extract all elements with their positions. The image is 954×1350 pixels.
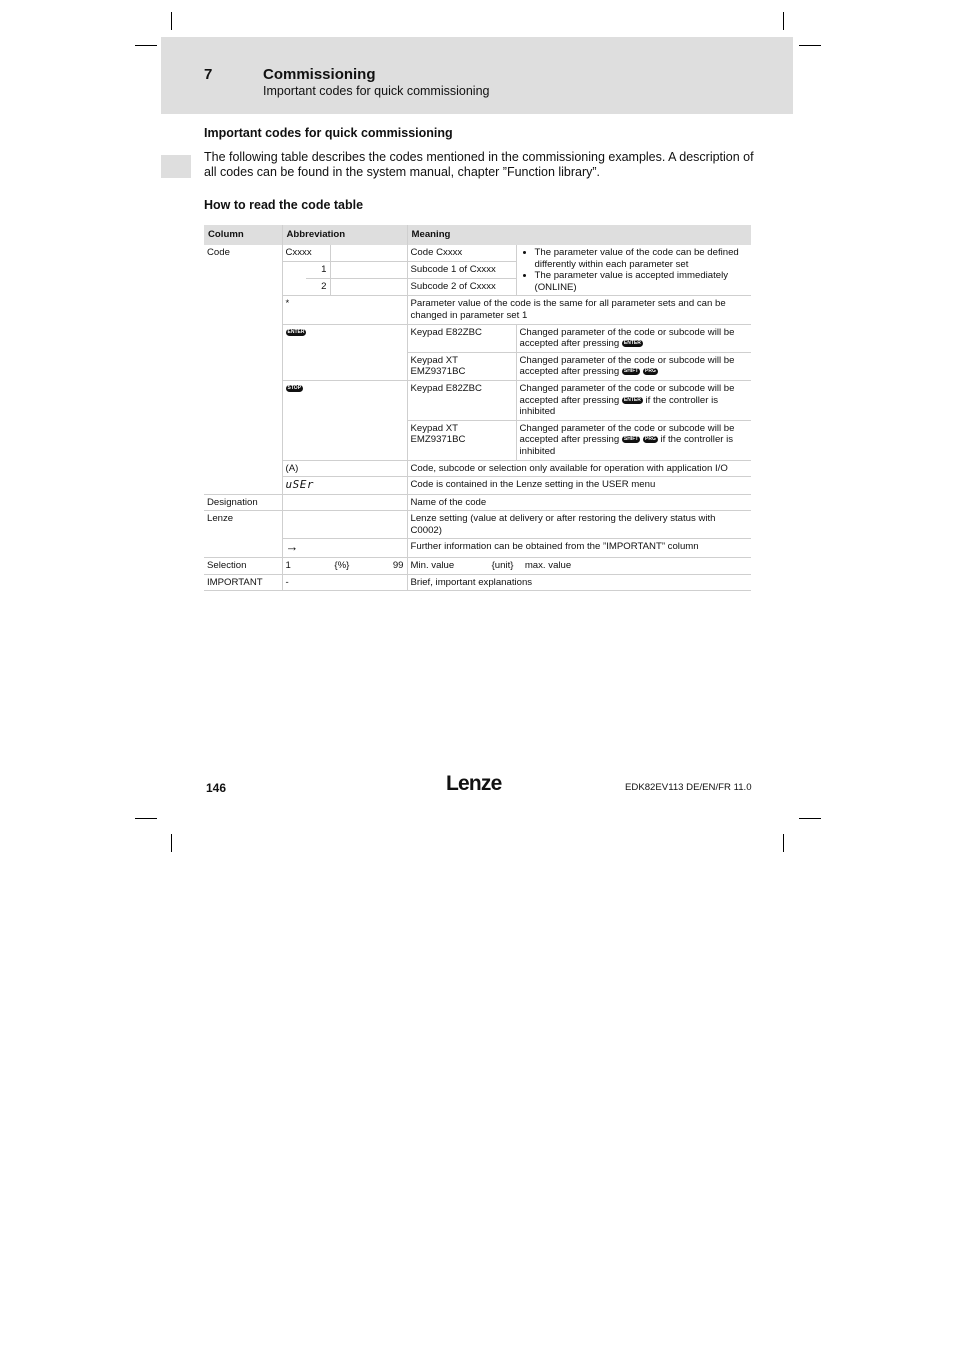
abbr-enter <box>282 324 407 380</box>
abbr-a: (A) <box>282 460 407 477</box>
enter-key-icon: ENTER <box>287 328 305 335</box>
arrow-right-icon: → <box>285 539 299 555</box>
crop-mark <box>171 834 172 852</box>
lenze-logo: Lenze <box>446 772 502 795</box>
header-abbreviation: Abbreviation <box>282 225 407 245</box>
abbr-cxxxx: Cxxxx <box>282 245 330 262</box>
intro-paragraph: The following table describes the codes mentioned in the commissioning examples. A description of all codes can be found in the system manual, chapter ”Function library”. <box>204 150 754 179</box>
keypad-e82: Keypad E82ZBC <box>407 324 516 352</box>
side-tab-marker <box>161 155 191 178</box>
abbr-empty <box>282 511 407 539</box>
enter-key-icon: ENTER <box>623 340 641 347</box>
subsection-heading: How to read the code table <box>204 198 364 212</box>
abbr-stop <box>282 380 407 460</box>
row-label-code: Code <box>204 245 282 494</box>
table-row <box>204 477 751 495</box>
keypad-e82: Keypad E82ZBC <box>407 380 516 420</box>
document-code: EDK82EV113 DE/EN/FR 11.0 <box>625 782 752 793</box>
enter-key-icon: ENTER <box>623 396 641 403</box>
abbr-user <box>282 477 407 495</box>
stop-e82-meaning: Changed parameter of the code or subcode will be accepted after pressing ENTER if the controller is inhibited <box>516 380 751 420</box>
stop-xt-meaning: Changed parameter of the code or subcode will be accepted after pressing SHIFT PRG if the controller is inhibited <box>516 420 751 460</box>
abbr-selection <box>282 558 407 575</box>
abbr-important: - <box>282 574 407 591</box>
meaning-lenze: Lenze setting (value at delivery or after restoring the delivery status with C0002) <box>407 511 751 539</box>
table-row <box>204 574 751 591</box>
abbr-empty <box>330 279 407 296</box>
abbr-empty <box>282 494 407 511</box>
chapter-number: 7 <box>204 66 213 83</box>
header-meaning: Meaning <box>407 225 751 245</box>
meaning-designation: Name of the code <box>407 494 751 511</box>
meaning-subcode2: Subcode 2 of Cxxxx <box>407 279 516 296</box>
row-label-designation: Designation <box>204 494 282 511</box>
row-label-important: IMPORTANT <box>204 574 282 591</box>
crop-mark <box>171 12 172 30</box>
min-value-label: Min. value <box>410 560 455 572</box>
prg-key-icon: PRG <box>645 368 656 375</box>
meaning-user: Code is contained in the Lenze setting in the USER menu <box>407 477 751 495</box>
keypad-xt: Keypad XT EMZ9371BC <box>407 420 516 460</box>
keypad-xt: Keypad XT EMZ9371BC <box>407 352 516 380</box>
meaning-code-cxxxx: Code Cxxxx <box>407 245 516 262</box>
table-row <box>204 324 751 352</box>
crop-mark <box>799 818 821 819</box>
enter-e82-meaning: Changed parameter of the code or subcode will be accepted after pressing ENTER <box>516 324 751 352</box>
crop-mark <box>135 818 157 819</box>
crop-mark <box>135 45 157 46</box>
crop-mark <box>783 12 784 30</box>
bullet-item: • The parameter value is accepted immediately (ONLINE) <box>535 270 749 293</box>
chapter-subtitle: Important codes for quick commissioning <box>263 84 490 98</box>
meaning-subcode1: Subcode 1 of Cxxxx <box>407 262 516 279</box>
table-row <box>204 558 751 575</box>
unit-label: {unit} <box>491 560 514 572</box>
table-row <box>204 245 751 262</box>
table-header-row <box>204 225 751 245</box>
enter-xt-meaning: Changed parameter of the code or subcode will be accepted after pressing SHIFT PRG <box>516 352 751 380</box>
table-row <box>204 511 751 539</box>
crop-mark <box>799 45 821 46</box>
abbr-arrow <box>282 539 407 558</box>
meaning-selection <box>407 558 751 575</box>
prg-key-icon: PRG <box>645 436 656 443</box>
chapter-header-band <box>161 37 793 114</box>
max-value-label: max. value <box>524 560 572 572</box>
meaning-important: Brief, important explanations <box>407 574 751 591</box>
abbr-star: * <box>282 296 407 324</box>
table-row <box>204 380 751 420</box>
section-heading: Important codes for quick commissioning <box>204 126 453 140</box>
selection-unit: {%} <box>334 560 350 572</box>
selection-min: 1 <box>285 560 291 572</box>
stop-key-icon: STOP <box>287 384 302 391</box>
indent-cell <box>282 279 306 296</box>
table-row <box>204 539 751 558</box>
abbr-sub2: 2 <box>306 279 330 296</box>
code-bullets <box>516 245 751 296</box>
header-column: Column <box>204 225 282 245</box>
abbr-sub1: 1 <box>306 262 330 279</box>
code-table <box>204 225 751 591</box>
row-label-selection: Selection <box>204 558 282 575</box>
chapter-title: Commissioning <box>263 66 376 83</box>
page-number: 146 <box>206 781 227 795</box>
indent-cell <box>282 262 306 279</box>
meaning-a: Code, subcode or selection only available for operation with application I/O <box>407 460 751 477</box>
shift-key-icon: SHIFT <box>623 368 639 375</box>
row-label-lenze: Lenze <box>204 511 282 558</box>
table-row <box>204 460 751 477</box>
table-row <box>204 296 751 324</box>
bullet-item: • The parameter value of the code can be defined differently within each parameter set <box>535 247 749 270</box>
meaning-star: Parameter value of the code is the same for all parameter sets and can be changed in parameter set 1 <box>407 296 751 324</box>
shift-key-icon: SHIFT <box>623 436 639 443</box>
selection-max: 99 <box>392 560 404 572</box>
bullet-list <box>520 247 749 293</box>
meaning-arrow: Further information can be obtained from the ”IMPORTANT” column <box>407 539 751 558</box>
user-display-symbol: uSEr <box>285 478 314 492</box>
crop-mark <box>783 834 784 852</box>
table-row <box>204 494 751 511</box>
abbr-empty <box>330 262 407 279</box>
abbr-empty <box>330 245 407 262</box>
